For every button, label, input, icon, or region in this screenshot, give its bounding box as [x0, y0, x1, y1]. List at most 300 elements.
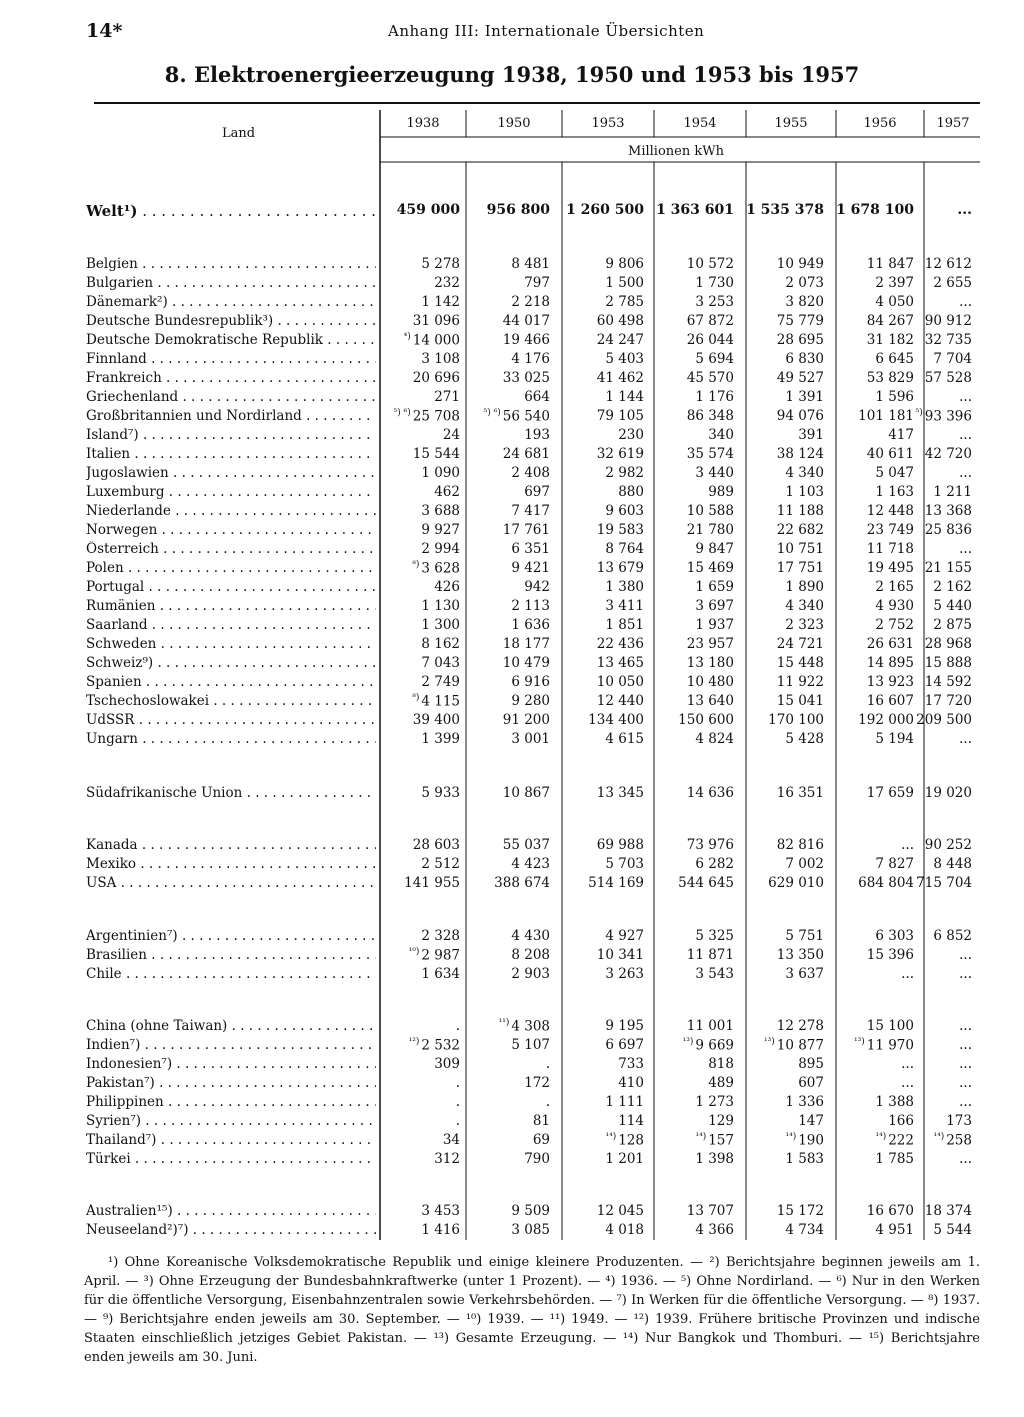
value-cell: [597, 560, 644, 576]
value-text: 41 462: [596, 370, 644, 386]
value-text: 10 050: [596, 674, 644, 690]
value-cell: [421, 928, 460, 944]
value-text: ...: [901, 1075, 914, 1091]
value-text: 1 144: [605, 389, 644, 405]
value-text: 3 108: [421, 351, 460, 367]
value-text: 2 408: [511, 465, 550, 481]
value-cell: [916, 408, 972, 425]
value-text: 942: [524, 579, 550, 595]
value-text: 4 430: [511, 928, 550, 944]
value-text: 11 188: [776, 503, 824, 519]
value-text: 5 325: [695, 928, 734, 944]
table-row: [0, 785, 1024, 804]
value-text: 2 113: [511, 598, 550, 614]
value-text: .: [455, 1075, 460, 1091]
value-cell: [925, 313, 972, 329]
value-cell: [785, 1222, 824, 1238]
value-cell: [785, 294, 824, 310]
value-text: ...: [959, 427, 972, 443]
value-text: 2 323: [785, 617, 824, 633]
value-text: 715 704: [916, 875, 972, 891]
value-cell: [605, 294, 644, 310]
value-cell: [687, 560, 734, 576]
value-text: 733: [618, 1056, 644, 1072]
value-text: 3 085: [511, 1222, 550, 1238]
value-cell: [605, 1132, 644, 1149]
value-text: 22 436: [596, 636, 644, 652]
value-cell: [421, 522, 460, 538]
value-cell: [708, 1075, 734, 1091]
value-text: 17 720: [924, 693, 972, 709]
value-cell: [511, 351, 550, 367]
footnote-marker: ¹⁴): [605, 1132, 617, 1142]
table-row: [0, 427, 1024, 446]
value-cell: [434, 484, 460, 500]
value-cell: [708, 1113, 734, 1129]
value-cell: [421, 674, 460, 690]
value-cell: [785, 856, 824, 872]
value-text: ...: [959, 1151, 972, 1167]
value-text: 1 103: [785, 484, 824, 500]
value-cell: [434, 1056, 460, 1072]
value-text: 11 847: [866, 256, 914, 272]
value-cell: [867, 370, 914, 386]
value-cell: [687, 1018, 734, 1034]
value-cell: [503, 313, 550, 329]
value-text: 340: [708, 427, 734, 443]
value-text: 32 619: [596, 446, 644, 462]
value-text: 895: [798, 1056, 824, 1072]
value-text: 147: [798, 1113, 824, 1129]
value-text: 45 570: [686, 370, 734, 386]
value-text: 312: [434, 1151, 460, 1167]
value-cell: [695, 541, 734, 557]
value-text: 1 659: [695, 579, 734, 595]
value-text: 222: [888, 1132, 914, 1149]
value-cell: [925, 1203, 972, 1219]
table-row: [0, 856, 1024, 875]
value-cell: [785, 389, 824, 405]
value-text: 73 976: [686, 837, 734, 853]
value-text: 3 820: [785, 294, 824, 310]
value-text: 14 000: [412, 332, 460, 349]
value-text: 4 050: [875, 294, 914, 310]
value-cell: [959, 465, 972, 481]
value-cell: [901, 1075, 914, 1091]
footnote-marker: ⁵): [915, 408, 923, 418]
value-cell: [695, 351, 734, 367]
value-text: 1 363 601: [656, 202, 734, 218]
value-cell: [687, 655, 734, 671]
value-text: 13 465: [596, 655, 644, 671]
value-text: 4 308: [511, 1018, 550, 1035]
value-cell: [867, 674, 914, 690]
table-row: [0, 1018, 1024, 1037]
value-text: 67 872: [686, 313, 734, 329]
value-text: 3 001: [511, 731, 550, 747]
value-cell: [605, 541, 644, 557]
value-cell: [618, 1113, 644, 1129]
value-text: ...: [957, 202, 972, 218]
footnote-marker: ⁸): [412, 560, 420, 570]
value-text: 15 469: [686, 560, 734, 576]
value-cell: [925, 503, 972, 519]
value-text: 4 176: [511, 351, 550, 367]
value-cell: [901, 966, 914, 982]
value-text: 5 933: [421, 785, 460, 801]
value-cell: [597, 313, 644, 329]
value-cell: [413, 446, 460, 462]
value-cell: [959, 1094, 972, 1110]
value-text: 1 583: [785, 1151, 824, 1167]
value-cell: [777, 370, 824, 386]
value-cell: [867, 1018, 914, 1034]
value-cell: [605, 856, 644, 872]
value-cell: [768, 712, 824, 728]
value-cell: [875, 617, 914, 633]
value-cell: [605, 1222, 644, 1238]
value-cell: [875, 1151, 914, 1167]
value-text: 5 107: [511, 1037, 550, 1053]
column-header-year: 1956: [863, 116, 897, 131]
value-text: 7 704: [933, 351, 972, 367]
value-cell: [503, 370, 550, 386]
value-text: 69: [532, 1132, 550, 1148]
value-cell: [875, 465, 914, 481]
value-cell: [434, 1151, 460, 1167]
value-text: 956 800: [486, 202, 550, 218]
value-text: 35 574: [686, 446, 734, 462]
value-cell: [597, 332, 644, 348]
value-text: 15 041: [776, 693, 824, 709]
value-text: 2 512: [421, 856, 460, 872]
value-text: 5 403: [605, 351, 644, 367]
value-cell: [916, 712, 972, 728]
value-cell: [875, 928, 914, 944]
footnote-marker: ¹⁴): [875, 1132, 887, 1142]
value-cell: [777, 503, 824, 519]
value-cell: [421, 465, 460, 481]
country-label: Schweden . . .: [86, 636, 376, 652]
value-text: 75 779: [776, 313, 824, 329]
table-row: [0, 370, 1024, 389]
value-text: 7 043: [421, 655, 460, 671]
footnote-marker: ¹⁴): [933, 1132, 945, 1142]
value-cell: [798, 1056, 824, 1072]
value-cell: [695, 1151, 734, 1167]
value-text: 79 105: [596, 408, 644, 424]
value-cell: [605, 617, 644, 633]
value-text: 21 155: [924, 560, 972, 576]
value-text: 2 749: [421, 674, 460, 690]
value-cell: [678, 875, 734, 891]
table-row: [0, 1132, 1024, 1151]
value-cell: [875, 1094, 914, 1110]
value-text: 90 252: [924, 837, 972, 853]
value-text: 28 968: [924, 636, 972, 652]
value-text: 6 282: [695, 856, 734, 872]
value-text: 93 396: [924, 408, 972, 425]
value-text: 12 045: [596, 1203, 644, 1219]
value-text: 28 695: [776, 332, 824, 348]
column-header-year: 1957: [936, 116, 970, 131]
value-cell: [777, 522, 824, 538]
value-cell: [785, 465, 824, 481]
value-text: 12 278: [776, 1018, 824, 1034]
value-cell: [959, 1075, 972, 1091]
value-cell: [867, 256, 914, 272]
value-cell: [687, 446, 734, 462]
country-label: Kanada . . .: [86, 837, 376, 853]
value-text: 232: [434, 275, 460, 291]
value-text: 230: [618, 427, 644, 443]
value-cell: [597, 693, 644, 709]
value-text: 33 025: [502, 370, 550, 386]
footnote-marker: ¹⁴): [785, 1132, 797, 1142]
value-cell: [777, 636, 824, 652]
value-cell: [785, 617, 824, 633]
value-cell: [933, 579, 972, 595]
country-label: Bulgarien . . .: [86, 275, 376, 291]
table-row: [0, 1075, 1024, 1094]
country-label: Pakistan⁷) . . .: [86, 1075, 376, 1091]
value-cell: [421, 636, 460, 652]
country-label: Italien . . .: [86, 446, 376, 462]
column-header-year: 1950: [497, 116, 531, 131]
value-cell: [785, 928, 824, 944]
value-cell: [421, 966, 460, 982]
table-row: [0, 389, 1024, 408]
value-cell: [434, 275, 460, 291]
value-cell: [687, 503, 734, 519]
value-cell: [605, 1018, 644, 1034]
value-text: 10 751: [776, 541, 824, 557]
value-cell: [695, 617, 734, 633]
value-text: 6 916: [511, 674, 550, 690]
value-cell: [511, 856, 550, 872]
value-text: 9 927: [421, 522, 460, 538]
value-text: 56 540: [502, 408, 550, 425]
value-text: 2 982: [605, 465, 644, 481]
value-text: 2 752: [875, 617, 914, 633]
value-cell: [605, 1037, 644, 1053]
value-text: 2 073: [785, 275, 824, 291]
value-text: 19 020: [924, 785, 972, 801]
value-cell: [434, 389, 460, 405]
value-text: 25 836: [924, 522, 972, 538]
value-text: 55 037: [502, 837, 550, 853]
value-text: 15 888: [924, 655, 972, 671]
country-label: Australien¹⁵) . . .: [86, 1203, 376, 1219]
value-cell: [695, 598, 734, 614]
value-text: 9 806: [605, 256, 644, 272]
page-number: 14*: [86, 20, 123, 42]
value-cell: [412, 693, 460, 710]
value-text: ...: [959, 1056, 972, 1072]
value-text: 31 096: [412, 313, 460, 329]
value-cell: [875, 484, 914, 500]
value-cell: [925, 636, 972, 652]
value-cell: [511, 541, 550, 557]
table-row: [0, 313, 1024, 332]
value-text: 17 751: [776, 560, 824, 576]
country-label: Welt¹) . . .: [86, 202, 376, 220]
value-cell: [901, 837, 914, 853]
value-text: 14 636: [686, 785, 734, 801]
value-cell: [443, 427, 460, 443]
value-cell: [421, 617, 460, 633]
value-text: 134 400: [588, 712, 644, 728]
value-cell: [777, 1018, 824, 1034]
value-text: 797: [524, 275, 550, 291]
country-label: Portugal . . .: [86, 579, 376, 595]
value-text: 5 194: [875, 731, 914, 747]
value-cell: [867, 636, 914, 652]
value-cell: [933, 617, 972, 633]
value-text: 172: [524, 1075, 550, 1091]
value-cell: [933, 856, 972, 872]
country-label: Dänemark²) . . .: [86, 294, 376, 310]
value-cell: [421, 731, 460, 747]
value-text: 9 421: [511, 560, 550, 576]
value-text: 3 253: [695, 294, 734, 310]
footnote-marker: ⁵) ⁶): [483, 408, 501, 418]
value-text: 271: [434, 389, 460, 405]
value-text: 13 707: [686, 1203, 734, 1219]
value-text: ...: [901, 1056, 914, 1072]
value-cell: [503, 522, 550, 538]
value-cell: [777, 1203, 824, 1219]
value-cell: [933, 1132, 972, 1149]
value-cell: [875, 294, 914, 310]
value-cell: [746, 202, 824, 218]
value-text: 39 400: [412, 712, 460, 728]
value-cell: [503, 785, 550, 801]
value-cell: [511, 617, 550, 633]
column-header-year: 1954: [683, 116, 717, 131]
value-text: 684 804: [858, 875, 914, 891]
value-text: ...: [959, 947, 972, 963]
value-text: 1 678 100: [836, 202, 914, 218]
footnote-marker: ¹³): [682, 1037, 694, 1047]
unit-label: Millionen kWh: [628, 144, 724, 159]
value-cell: [875, 579, 914, 595]
value-text: 42 720: [924, 446, 972, 462]
value-cell: [933, 484, 972, 500]
value-text: 13 640: [686, 693, 734, 709]
value-text: 12 440: [596, 693, 644, 709]
value-text: ...: [959, 1037, 972, 1053]
value-text: .: [545, 1094, 550, 1110]
value-text: 8 208: [511, 947, 550, 963]
value-cell: [708, 484, 734, 500]
value-cell: [687, 947, 734, 963]
value-cell: [404, 875, 460, 891]
value-cell: [854, 1037, 914, 1054]
value-cell: [605, 928, 644, 944]
country-label: Luxemburg . . .: [86, 484, 376, 500]
value-cell: [687, 332, 734, 348]
footnote-marker: ¹³): [764, 1037, 775, 1047]
value-cell: [524, 1075, 550, 1091]
value-cell: [925, 693, 972, 709]
country-label: Neuseeland²)⁷) . . .: [86, 1222, 376, 1238]
value-text: 10 877: [776, 1037, 824, 1054]
country-label: Belgien . . .: [86, 256, 376, 272]
value-text: 4 018: [605, 1222, 644, 1238]
value-text: 697: [524, 484, 550, 500]
value-cell: [597, 655, 644, 671]
table-row: [0, 256, 1024, 275]
value-cell: [785, 275, 824, 291]
value-cell: [687, 674, 734, 690]
table-row: [0, 351, 1024, 370]
value-text: 514 169: [588, 875, 644, 891]
value-text: 1 111: [605, 1094, 644, 1110]
value-cell: [687, 693, 734, 709]
value-text: ...: [901, 837, 914, 853]
value-text: 664: [524, 389, 550, 405]
value-cell: [695, 275, 734, 291]
value-text: 3 453: [421, 1203, 460, 1219]
value-text: 6 852: [933, 928, 972, 944]
value-text: 12 612: [924, 256, 972, 272]
value-text: 417: [888, 427, 914, 443]
value-cell: [511, 294, 550, 310]
value-cell: [959, 966, 972, 982]
value-text: 2 532: [421, 1037, 460, 1054]
value-text: 44 017: [502, 313, 550, 329]
value-cell: [687, 408, 734, 424]
value-cell: [777, 313, 824, 329]
value-text: 18 177: [502, 636, 550, 652]
value-cell: [499, 1018, 550, 1035]
value-text: 11 970: [866, 1037, 914, 1054]
value-cell: [875, 1132, 914, 1149]
table-row: [0, 655, 1024, 674]
value-cell: [524, 484, 550, 500]
value-text: 49 527: [776, 370, 824, 386]
value-cell: [413, 370, 460, 386]
value-text: 38 124: [776, 446, 824, 462]
country-label: Thailand⁷) . . .: [86, 1132, 376, 1148]
value-text: 258: [946, 1132, 972, 1149]
footnote-marker: ⁴): [403, 332, 411, 342]
value-cell: [867, 655, 914, 671]
value-text: 2 994: [421, 541, 460, 557]
value-cell: [456, 1075, 460, 1091]
value-text: 11 922: [776, 674, 824, 690]
value-cell: [708, 427, 734, 443]
value-text: 193: [524, 427, 550, 443]
value-text: 14 592: [924, 674, 972, 690]
value-cell: [605, 351, 644, 367]
value-text: 8 448: [933, 856, 972, 872]
value-cell: [605, 598, 644, 614]
value-cell: [959, 1037, 972, 1053]
value-cell: [925, 674, 972, 690]
value-cell: [785, 351, 824, 367]
value-cell: [421, 1222, 460, 1238]
value-text: 9 603: [605, 503, 644, 519]
value-text: 3 637: [785, 966, 824, 982]
value-text: 53 829: [866, 370, 914, 386]
table-row: [0, 1056, 1024, 1075]
value-cell: [777, 674, 824, 690]
value-text: 5 544: [933, 1222, 972, 1238]
value-cell: [524, 275, 550, 291]
value-cell: [875, 351, 914, 367]
